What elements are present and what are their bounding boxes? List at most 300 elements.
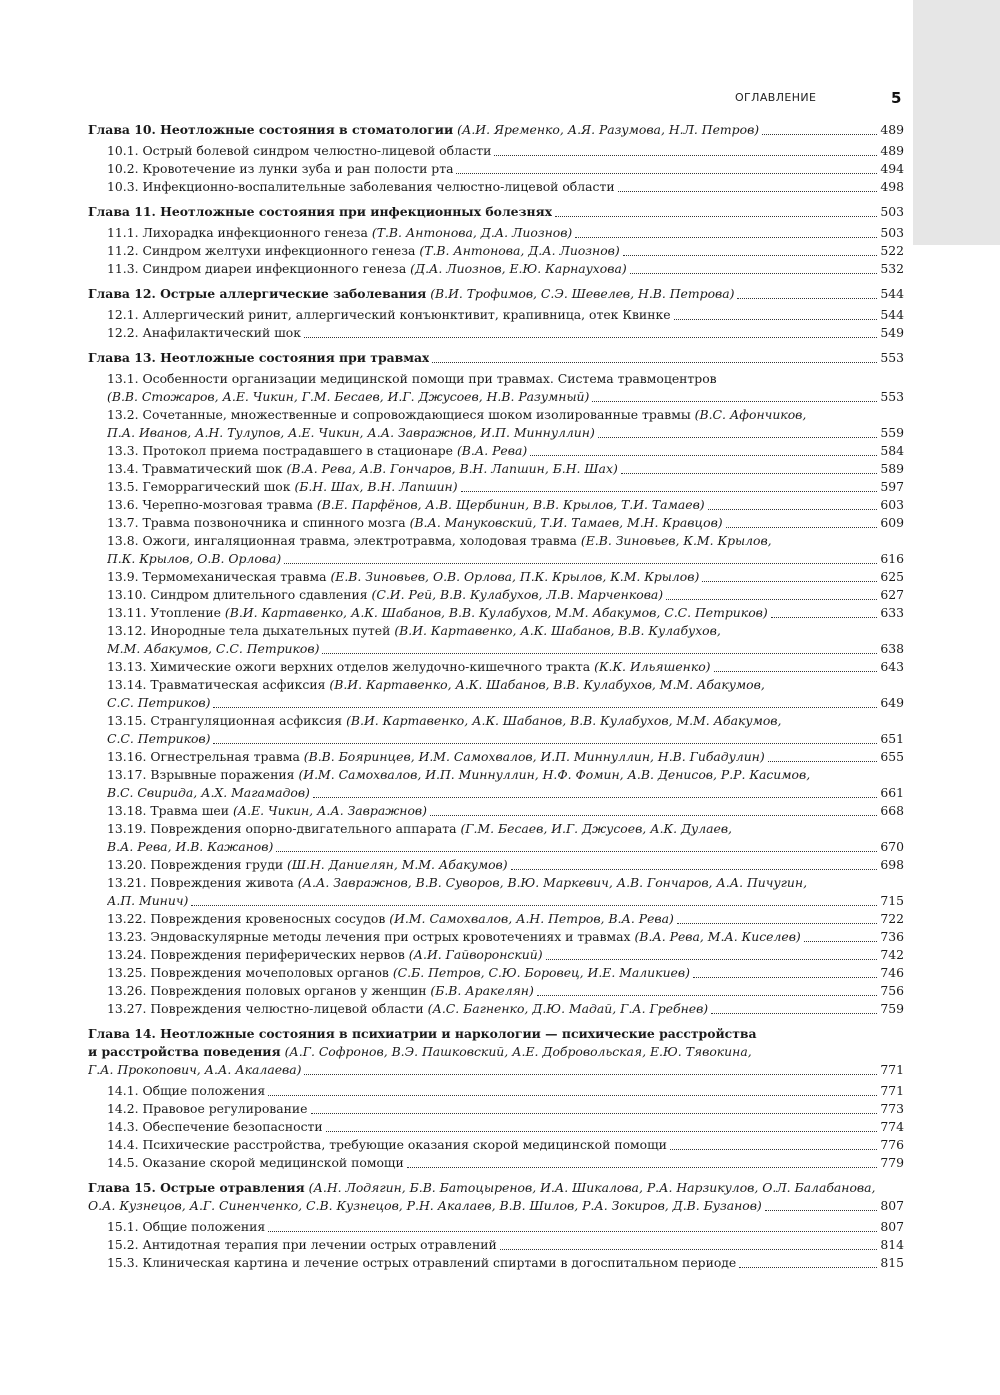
chapter-title: и расстройства поведения: [88, 1044, 281, 1059]
section-title: 13.26. Повреждения половых органов у женщин: [107, 983, 427, 998]
chapter-title: Глава 11. Неотложные состояния при инфекционных болезнях: [88, 204, 553, 219]
section-entry-line[interactable]: [88, 550, 904, 568]
section-title: 13.13. Химические ожоги верхних отделов желудочно-кишечного тракта: [107, 659, 591, 674]
entry-text: [107, 1000, 708, 1018]
entry-page-number: 584: [880, 443, 904, 458]
chapter-block: [88, 349, 904, 1018]
entry-text: [107, 928, 801, 946]
entry-text: [107, 1154, 404, 1172]
section-entry-line[interactable]: [88, 838, 904, 856]
entry-text: [88, 1044, 752, 1059]
section-title: 13.22. Повреждения кровеносных сосудов: [107, 911, 386, 926]
dot-leader: [592, 393, 877, 402]
section-title: 15.1. Общие положения: [107, 1219, 266, 1234]
entry-authors: Г.А. Прокопович, А.А. Акалаева): [88, 1062, 302, 1077]
entry-authors: (Е.В. Зиновьев, К.М. Крылов,: [580, 533, 772, 548]
entry-authors: (В.А. Рева, М.А. Киселев): [634, 929, 801, 944]
entry-authors: (А.А. Завражнов, В.В. Суворов, В.Ю. Маркевич, А.В. Гончаров, А.А. Пичугин,: [297, 875, 808, 890]
section-entry-line[interactable]: [88, 1254, 904, 1272]
chapter-entry-line[interactable]: [88, 285, 904, 303]
entry-authors: (В.И. Картавенко, А.К. Шабанов, В.В. Кулабухов, М.М. Абакумов,: [329, 677, 765, 692]
section-title: 13.5. Геморрагический шок: [107, 479, 291, 494]
entry-page-number: 771: [880, 1083, 904, 1098]
section-title: 14.2. Правовое регулирование: [107, 1101, 308, 1116]
dot-leader: [500, 1241, 878, 1250]
section-entry-line[interactable]: [88, 1136, 904, 1154]
dot-leader: [268, 1087, 877, 1096]
section-title: 10.2. Кровотечение из лунки зуба и ран полости рта: [107, 161, 454, 176]
section-entry-line[interactable]: [88, 442, 904, 460]
entry-text: [107, 713, 781, 728]
entry-text: [107, 730, 210, 748]
entry-authors: С.С. Петриков): [107, 695, 211, 710]
section-entry-line[interactable]: [88, 892, 904, 910]
dot-leader: [726, 519, 878, 528]
section-title: 13.21. Повреждения живота: [107, 875, 294, 890]
section-entry-line[interactable]: [88, 242, 904, 260]
entry-text: [107, 677, 765, 692]
entry-text: [107, 964, 690, 982]
entry-authors: П.К. Крылов, О.В. Орлова): [107, 551, 282, 566]
entry-page-number: 494: [880, 161, 904, 176]
section-entry-line[interactable]: [88, 370, 904, 388]
entry-page-number: 549: [880, 325, 904, 340]
section-title: 11.1. Лихорадка инфекционного генеза: [107, 225, 368, 240]
entry-authors: (В.И. Картавенко, А.К. Шабанов, В.В. Кулабухов,: [394, 623, 721, 638]
section-title: 10.3. Инфекционно-воспалительные заболевания челюстно-лицевой области: [107, 179, 615, 194]
section-entry-line[interactable]: [88, 748, 904, 766]
section-entry-line[interactable]: [88, 1218, 904, 1236]
section-entry-line[interactable]: [88, 586, 904, 604]
section-entry-line[interactable]: [88, 928, 904, 946]
dot-leader: [670, 1141, 877, 1150]
entry-text: [107, 306, 671, 324]
entry-page-number: 532: [880, 261, 904, 276]
chapter-entry-line[interactable]: [88, 1179, 904, 1197]
dot-leader: [494, 147, 877, 156]
section-title: 13.3. Протокол приема пострадавшего в стационаре: [107, 443, 453, 458]
page-edge-thumb-tab: [913, 0, 1000, 245]
entry-text: [107, 142, 491, 160]
entry-text: [107, 514, 723, 532]
entry-page-number: 589: [880, 461, 904, 476]
chapter-block: [88, 121, 904, 196]
entry-authors: (А.И. Яременко, А.Я. Разумова, Н.Л. Петров): [457, 122, 760, 137]
section-title: 13.6. Черепно-мозговая травма: [107, 497, 313, 512]
dot-leader: [711, 1005, 877, 1014]
entry-text: [107, 1118, 323, 1136]
section-entry-line[interactable]: [88, 802, 904, 820]
dot-leader: [304, 1066, 877, 1075]
entry-page-number: 544: [880, 286, 904, 301]
section-entry-line[interactable]: [88, 640, 904, 658]
section-entry-line[interactable]: [88, 406, 904, 424]
entry-authors: В.С. Свирида, А.Х. Магамадов): [107, 785, 310, 800]
entry-authors: М.М. Абакумов, С.С. Петриков): [107, 641, 320, 656]
section-entry-line[interactable]: [88, 694, 904, 712]
entry-page-number: 759: [880, 1001, 904, 1016]
section-title: 13.9. Термомеханическая травма: [107, 569, 327, 584]
entry-page-number: 779: [880, 1155, 904, 1170]
chapter-title: Глава 14. Неотложные состояния в психиатрии и наркологии — психические расстройства: [88, 1026, 757, 1041]
entry-page-number: 503: [880, 204, 904, 219]
entry-text: [107, 224, 572, 242]
entry-authors: О.А. Кузнецов, А.Г. Синенченко, С.В. Кузнецов, Р.Н. Акалаев, В.В. Шилов, Р.А. Зокиров, Д.В. Бузанов): [88, 1198, 762, 1213]
section-title: 11.2. Синдром желтухи инфекционного генеза: [107, 243, 416, 258]
section-title: 13.14. Травматическая асфиксия: [107, 677, 326, 692]
entry-text: [107, 460, 618, 478]
section-entry-line[interactable]: [88, 1236, 904, 1254]
section-title: 15.3. Клиническая картина и лечение острых отравлений спиртами в догоспитальном периоде: [107, 1255, 737, 1270]
running-header-title: ОГЛАВЛЕНИЕ: [735, 91, 817, 104]
entry-text: [107, 1136, 667, 1154]
section-entry-line[interactable]: [88, 514, 904, 532]
entry-authors: (В.А. Рева): [456, 443, 528, 458]
entry-page-number: 655: [880, 749, 904, 764]
entry-page-number: 756: [880, 983, 904, 998]
entry-authors: (В.В. Бояринцев, И.М. Самохвалов, И.П. Миннуллин, Н.В. Гибадулин): [303, 749, 765, 764]
section-entry-line[interactable]: [88, 874, 904, 892]
entry-page-number: 489: [880, 122, 904, 137]
entry-authors: (И.М. Самохвалов, И.П. Миннуллин, Н.Ф. Фомин, А.В. Денисов, Р.Р. Касимов,: [298, 767, 811, 782]
entry-text: [88, 1061, 301, 1079]
entry-text: [107, 856, 508, 874]
section-title: 13.24. Повреждения периферических нервов: [107, 947, 405, 962]
entry-authors: (В.А. Рева, А.В. Гончаров, В.Н. Лапшин, Б.Н. Шах): [286, 461, 618, 476]
section-entry-line[interactable]: [88, 388, 904, 406]
section-title: 14.3. Обеспечение безопасности: [107, 1119, 323, 1134]
entry-page-number: 643: [880, 659, 904, 674]
entry-text: [107, 982, 534, 1000]
entry-page-number: 776: [880, 1137, 904, 1152]
chapter-title: Глава 13. Неотложные состояния при травмах: [88, 350, 430, 365]
entry-text: [107, 1082, 265, 1100]
section-entry-line[interactable]: [88, 260, 904, 278]
entry-page-number: 771: [880, 1062, 904, 1077]
chapter-block: [88, 285, 904, 342]
dot-leader: [407, 1159, 878, 1168]
entry-text: [107, 407, 806, 422]
entry-page-number: 815: [880, 1255, 904, 1270]
dot-leader: [598, 429, 878, 438]
entry-page-number: 814: [880, 1237, 904, 1252]
entry-authors: (Е.В. Зиновьев, О.В. Орлова, П.К. Крылов, К.М. Крылов): [330, 569, 700, 584]
entry-text: [107, 424, 595, 442]
entry-authors: (В.И. Трофимов, С.Э. Шевелев, Н.В. Петрова): [430, 286, 735, 301]
section-entry-line[interactable]: [88, 982, 904, 1000]
dot-leader: [213, 699, 877, 708]
entry-text: [107, 496, 705, 514]
dot-leader: [461, 483, 878, 492]
section-entry-line[interactable]: [88, 178, 904, 196]
entry-authors: П.А. Иванов, А.Н. Тулупов, А.Е. Чикин, А.А. Завражнов, И.П. Миннуллин): [107, 425, 595, 440]
section-title: 11.3. Синдром диареи инфекционного генеза: [107, 261, 407, 276]
dot-leader: [702, 573, 877, 582]
dot-leader: [666, 591, 877, 600]
entry-authors: (С.Б. Петров, С.Ю. Боровец, И.Е. Маликиев): [392, 965, 690, 980]
dot-leader: [693, 969, 877, 978]
chapter-entry-line[interactable]: [88, 121, 904, 139]
entry-page-number: 553: [880, 350, 904, 365]
dot-leader: [191, 897, 877, 906]
section-title: 13.4. Травматический шок: [107, 461, 283, 476]
section-entry-line[interactable]: [88, 324, 904, 342]
entry-authors: (Б.В. Аракелян): [430, 983, 534, 998]
entry-text: [107, 784, 310, 802]
entry-page-number: 807: [880, 1219, 904, 1234]
section-entry-line[interactable]: [88, 224, 904, 242]
entry-text: [88, 1026, 757, 1041]
entry-text: [107, 694, 210, 712]
entry-authors: В.А. Рева, И.В. Кажанов): [107, 839, 274, 854]
entry-page-number: 670: [880, 839, 904, 854]
dot-leader: [311, 1105, 878, 1114]
section-title: 13.19. Повреждения опорно-двигательного аппарата: [107, 821, 457, 836]
entry-page-number: 715: [880, 893, 904, 908]
section-title: 13.2. Сочетанные, множественные и сопровождающиеся шоком изолированные травмы: [107, 407, 691, 422]
entry-text: [107, 1100, 308, 1118]
section-title: 14.1. Общие положения: [107, 1083, 266, 1098]
entry-authors: А.П. Минич): [107, 893, 189, 908]
dot-leader: [432, 354, 877, 363]
dot-leader: [623, 247, 878, 256]
section-title: 13.27. Повреждения челюстно-лицевой области: [107, 1001, 424, 1016]
dot-leader: [430, 807, 877, 816]
section-entry-line[interactable]: [88, 532, 904, 550]
section-entry-line[interactable]: [88, 604, 904, 622]
entry-page-number: 668: [880, 803, 904, 818]
entry-text: [107, 838, 273, 856]
dot-leader: [621, 465, 878, 474]
dot-leader: [322, 645, 877, 654]
entry-text: [107, 371, 717, 386]
entry-authors: С.С. Петриков): [107, 731, 211, 746]
entry-text: [107, 658, 711, 676]
entry-authors: (В.В. Стожаров, А.Е. Чикин, Г.М. Бесаев, И.Г. Джусоев, Н.В. Разумный): [107, 389, 590, 404]
section-title: 13.10. Синдром длительного сдавления: [107, 587, 368, 602]
section-entry-line[interactable]: [88, 964, 904, 982]
chapter-block: [88, 1179, 904, 1272]
entry-page-number: 649: [880, 695, 904, 710]
entry-text: [107, 1254, 736, 1272]
dot-leader: [213, 735, 877, 744]
section-title: 13.12. Инородные тела дыхательных путей: [107, 623, 391, 638]
chapter-title: Глава 12. Острые аллергические заболевания: [88, 286, 427, 301]
entry-page-number: 638: [880, 641, 904, 656]
section-title: 12.1. Аллергический ринит, аллергический конъюнктивит, крапивница, отек Квинке: [107, 307, 671, 322]
section-title: 13.11. Утопление: [107, 605, 221, 620]
entry-page-number: 651: [880, 731, 904, 746]
entry-authors: (Ш.Н. Даниелян, М.М. Абакумов): [287, 857, 508, 872]
dot-leader: [771, 609, 878, 618]
entry-page-number: 616: [880, 551, 904, 566]
entry-text: [107, 623, 721, 638]
dot-leader: [677, 915, 877, 924]
section-entry-line[interactable]: [88, 460, 904, 478]
entry-authors: (И.М. Самохвалов, А.Н. Петров, В.А. Рева): [389, 911, 674, 926]
entry-text: [107, 875, 807, 890]
dot-leader: [804, 933, 878, 942]
entry-text: [88, 203, 552, 221]
section-entry-line[interactable]: [88, 730, 904, 748]
section-entry-line[interactable]: [88, 424, 904, 442]
entry-text: [107, 260, 627, 278]
entry-authors: (Г.М. Бесаев, И.Г. Джусоев, А.К. Дулаев,: [460, 821, 732, 836]
entry-text: [107, 1218, 265, 1236]
section-entry-line[interactable]: [88, 946, 904, 964]
entry-text: [107, 324, 301, 342]
section-entry-line[interactable]: [88, 1100, 904, 1118]
entry-text: [107, 802, 427, 820]
section-entry-line[interactable]: [88, 568, 904, 586]
dot-leader: [546, 951, 878, 960]
section-entry-line[interactable]: [88, 160, 904, 178]
entry-text: [107, 748, 765, 766]
entry-authors: (С.И. Рей, В.В. Кулабухов, Л.В. Марченкова): [371, 587, 664, 602]
entry-text: [88, 285, 734, 303]
entry-authors: (А.Г. Софронов, В.Э. Пашковский, А.Е. Добровольская, Е.Ю. Тявокина,: [284, 1044, 752, 1059]
dot-leader: [268, 1223, 877, 1232]
entry-authors: (А.Н. Лодягин, Б.В. Батоцыренов, И.А. Шикалова, Р.А. Нарзикулов, О.Л. Балабанова,: [308, 1180, 876, 1195]
dot-leader: [768, 753, 878, 762]
chapter-title: Глава 10. Неотложные состояния в стоматологии: [88, 122, 454, 137]
section-entry-line[interactable]: [88, 622, 904, 640]
dot-leader: [618, 183, 878, 192]
entry-authors: (В.И. Картавенко, А.К. Шабанов, В.В. Кулабухов, М.М. Абакумов,: [346, 713, 782, 728]
section-title: 13.7. Травма позвоночника и спинного мозга: [107, 515, 406, 530]
entry-page-number: 746: [880, 965, 904, 980]
entry-authors: (А.С. Багненко, Д.Ю. Мадай, Г.А. Гребнев): [427, 1001, 709, 1016]
entry-text: [107, 160, 453, 178]
entry-text: [107, 478, 458, 496]
dot-leader: [276, 843, 877, 852]
page-number: 5: [891, 89, 902, 107]
entry-text: [107, 821, 732, 836]
entry-text: [107, 533, 772, 548]
entry-text: [107, 604, 768, 622]
section-entry-line[interactable]: [88, 712, 904, 730]
chapter-entry-line[interactable]: [88, 1061, 904, 1079]
entry-page-number: 544: [880, 307, 904, 322]
entry-text: [88, 1197, 762, 1215]
section-entry-line[interactable]: [88, 766, 904, 784]
entry-page-number: 774: [880, 1119, 904, 1134]
entry-text: [107, 640, 319, 658]
section-title: 14.5. Оказание скорой медицинской помощи: [107, 1155, 404, 1170]
entry-authors: (В.И. Картавенко, А.К. Шабанов, В.В. Кулабухов, М.М. Абакумов, С.С. Петриков): [224, 605, 768, 620]
dot-leader: [575, 229, 877, 238]
entry-page-number: 627: [880, 587, 904, 602]
section-entry-line[interactable]: [88, 1154, 904, 1172]
entry-authors: (В.Е. Парфёнов, А.В. Щербинин, В.В. Крылов, Т.И. Тамаев): [316, 497, 705, 512]
table-of-contents: [88, 121, 904, 1279]
chapter-entry-line[interactable]: [88, 1025, 904, 1043]
section-entry-line[interactable]: [88, 306, 904, 324]
entry-page-number: 597: [880, 479, 904, 494]
entry-text: [107, 892, 188, 910]
entry-page-number: 633: [880, 605, 904, 620]
entry-text: [107, 1236, 497, 1254]
section-entry-line[interactable]: [88, 142, 904, 160]
entry-text: [107, 910, 674, 928]
entry-text: [107, 178, 615, 196]
dot-leader: [313, 789, 877, 798]
section-entry-line[interactable]: [88, 496, 904, 514]
chapter-entry-line[interactable]: [88, 1197, 904, 1215]
entry-authors: (В.С. Афончиков,: [694, 407, 807, 422]
section-title: 10.1. Острый болевой синдром челюстно-лицевой области: [107, 143, 492, 158]
entry-text: [107, 946, 543, 964]
section-entry-line[interactable]: [88, 478, 904, 496]
dot-leader: [284, 555, 877, 564]
section-title: 15.2. Антидотная терапия при лечении острых отравлений: [107, 1237, 497, 1252]
entry-page-number: 742: [880, 947, 904, 962]
entry-text: [107, 586, 663, 604]
section-title: 13.16. Огнестрельная травма: [107, 749, 300, 764]
entry-authors: (Т.В. Антонова, Д.А. Лиознов): [419, 243, 620, 258]
entry-page-number: 553: [880, 389, 904, 404]
entry-page-number: 661: [880, 785, 904, 800]
entry-text: [88, 121, 759, 139]
entry-authors: (Т.В. Антонова, Д.А. Лиознов): [371, 225, 573, 240]
dot-leader: [456, 165, 877, 174]
dot-leader: [708, 501, 878, 510]
section-entry-line[interactable]: [88, 910, 904, 928]
dot-leader: [555, 208, 877, 217]
entry-authors: (Б.Н. Шах, В.Н. Лапшин): [294, 479, 458, 494]
section-entry-line[interactable]: [88, 676, 904, 694]
entry-authors: (В.А. Мануковский, Т.И. Тамаев, М.Н. Кравцов): [409, 515, 723, 530]
entry-text: [107, 767, 810, 782]
section-title: 13.8. Ожоги, ингаляционная травма, электротравма, холодовая травма: [107, 533, 577, 548]
section-title: 14.4. Психические расстройства, требующие оказания скорой медицинской помощи: [107, 1137, 667, 1152]
entry-authors: (А.И. Гайворонский): [408, 947, 543, 962]
entry-page-number: 698: [880, 857, 904, 872]
entry-authors: (Д.А. Лиознов, Е.Ю. Карнаухова): [410, 261, 627, 276]
section-entry-line[interactable]: [88, 784, 904, 802]
section-entry-line[interactable]: [88, 820, 904, 838]
dot-leader: [630, 265, 878, 274]
dot-leader: [304, 329, 877, 338]
section-entry-line[interactable]: [88, 658, 904, 676]
section-entry-line[interactable]: [88, 856, 904, 874]
entry-page-number: 603: [880, 497, 904, 512]
dot-leader: [674, 311, 878, 320]
entry-text: [107, 388, 589, 406]
section-title: 13.17. Взрывные поражения: [107, 767, 295, 782]
section-entry-line[interactable]: [88, 1000, 904, 1018]
entry-page-number: 522: [880, 243, 904, 258]
section-title: 13.18. Травма шеи: [107, 803, 229, 818]
section-entry-line[interactable]: [88, 1082, 904, 1100]
entry-text: [107, 442, 527, 460]
dot-leader: [511, 861, 878, 870]
chapter-title: Глава 15. Острые отравления: [88, 1180, 305, 1195]
chapter-entry-line[interactable]: [88, 1043, 904, 1061]
entry-page-number: 736: [880, 929, 904, 944]
dot-leader: [739, 1259, 877, 1268]
chapter-entry-line[interactable]: [88, 203, 904, 221]
dot-leader: [530, 447, 877, 456]
chapter-entry-line[interactable]: [88, 349, 904, 367]
section-title: 13.1. Особенности организации медицинской помощи при травмах. Система травмоцентров: [107, 371, 717, 386]
dot-leader: [714, 663, 878, 672]
dot-leader: [537, 987, 878, 996]
section-title: 13.25. Повреждения мочеполовых органов: [107, 965, 389, 980]
section-entry-line[interactable]: [88, 1118, 904, 1136]
entry-page-number: 722: [880, 911, 904, 926]
entry-authors: (К.К. Ильяшенко): [594, 659, 711, 674]
